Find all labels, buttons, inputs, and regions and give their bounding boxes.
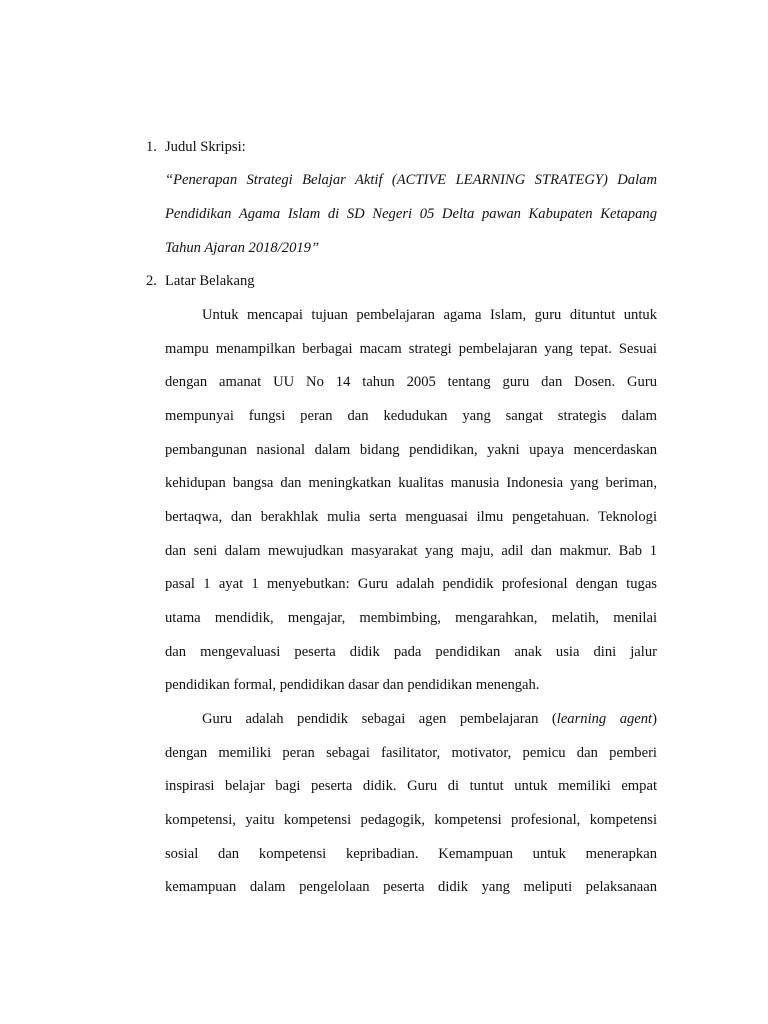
paragraph-line: utama mendidik, mengajar, membimbing, mengarahkan, melatih, menilai (165, 610, 657, 626)
paragraph-line: bertaqwa, dan berakhlak mulia serta menguasai ilmu pengetahuan. Teknologi (165, 509, 657, 525)
section-heading: Judul Skripsi: (165, 139, 246, 155)
thesis-title-line: “Penerapan Strategi Belajar Aktif (ACTIVE LEARNING STRATEGY) Dalam (165, 172, 657, 188)
paragraph-line: dengan amanat UU No 14 tahun 2005 tentang guru dan Dosen. Guru (165, 374, 657, 390)
paragraph-line: pembangunan nasional dalam bidang pendidikan, yakni upaya mencerdaskan (165, 442, 657, 458)
section-heading: Latar Belakang (165, 273, 255, 289)
paragraph-line: kehidupan bangsa dan meningkatkan kualitas manusia Indonesia yang beriman, (165, 475, 657, 491)
paragraph-line: kemampuan dalam pengelolaan peserta didik yang meliputi pelaksanaan (165, 879, 657, 895)
paragraph-line: pasal 1 ayat 1 menyebutkan: Guru adalah pendidik profesional dengan tugas (165, 576, 657, 592)
paragraph-line: sosial dan kompetensi kepribadian. Kemampuan untuk menerapkan (165, 846, 657, 862)
thesis-title-line: Tahun Ajaran 2018/2019” (165, 240, 320, 256)
paragraph-line: mampu menampilkan berbagai macam strategi pembelajaran yang tepat. Sesuai (165, 341, 657, 357)
section-number: 1. (146, 139, 157, 155)
paragraph-line: kompetensi, yaitu kompetensi pedagogik, kompetensi profesional, kompetensi (165, 812, 657, 828)
italic-term: learning agent (556, 711, 653, 727)
paragraph-text: Guru adalah pendidik sebagai agen pembelajaran ( (202, 711, 557, 727)
paragraph-line: dan mengevaluasi peserta didik pada pendidikan anak usia dini jalur (165, 644, 657, 660)
thesis-title-line: Pendidikan Agama Islam di SD Negeri 05 Delta pawan Kabupaten Ketapang (165, 206, 657, 222)
paragraph-text: ) (652, 711, 657, 727)
section-number: 2. (146, 273, 157, 289)
paragraph-line: dan seni dalam mewujudkan masyarakat yang maju, adil dan makmur. Bab 1 (165, 543, 657, 559)
paragraph-line: pendidikan formal, pendidikan dasar dan pendidikan menengah. (165, 677, 540, 693)
paragraph-line: inspirasi belajar bagi peserta didik. Guru di tuntut untuk memiliki empat (165, 778, 657, 794)
paragraph-line: dengan memiliki peran sebagai fasilitator, motivator, pemicu dan pemberi (165, 745, 657, 761)
paragraph-line: mempunyai fungsi peran dan kedudukan yang sangat strategis dalam (165, 408, 657, 424)
paragraph-line: Untuk mencapai tujuan pembelajaran agama Islam, guru dituntut untuk (202, 307, 657, 323)
paragraph-line (202, 710, 657, 728)
